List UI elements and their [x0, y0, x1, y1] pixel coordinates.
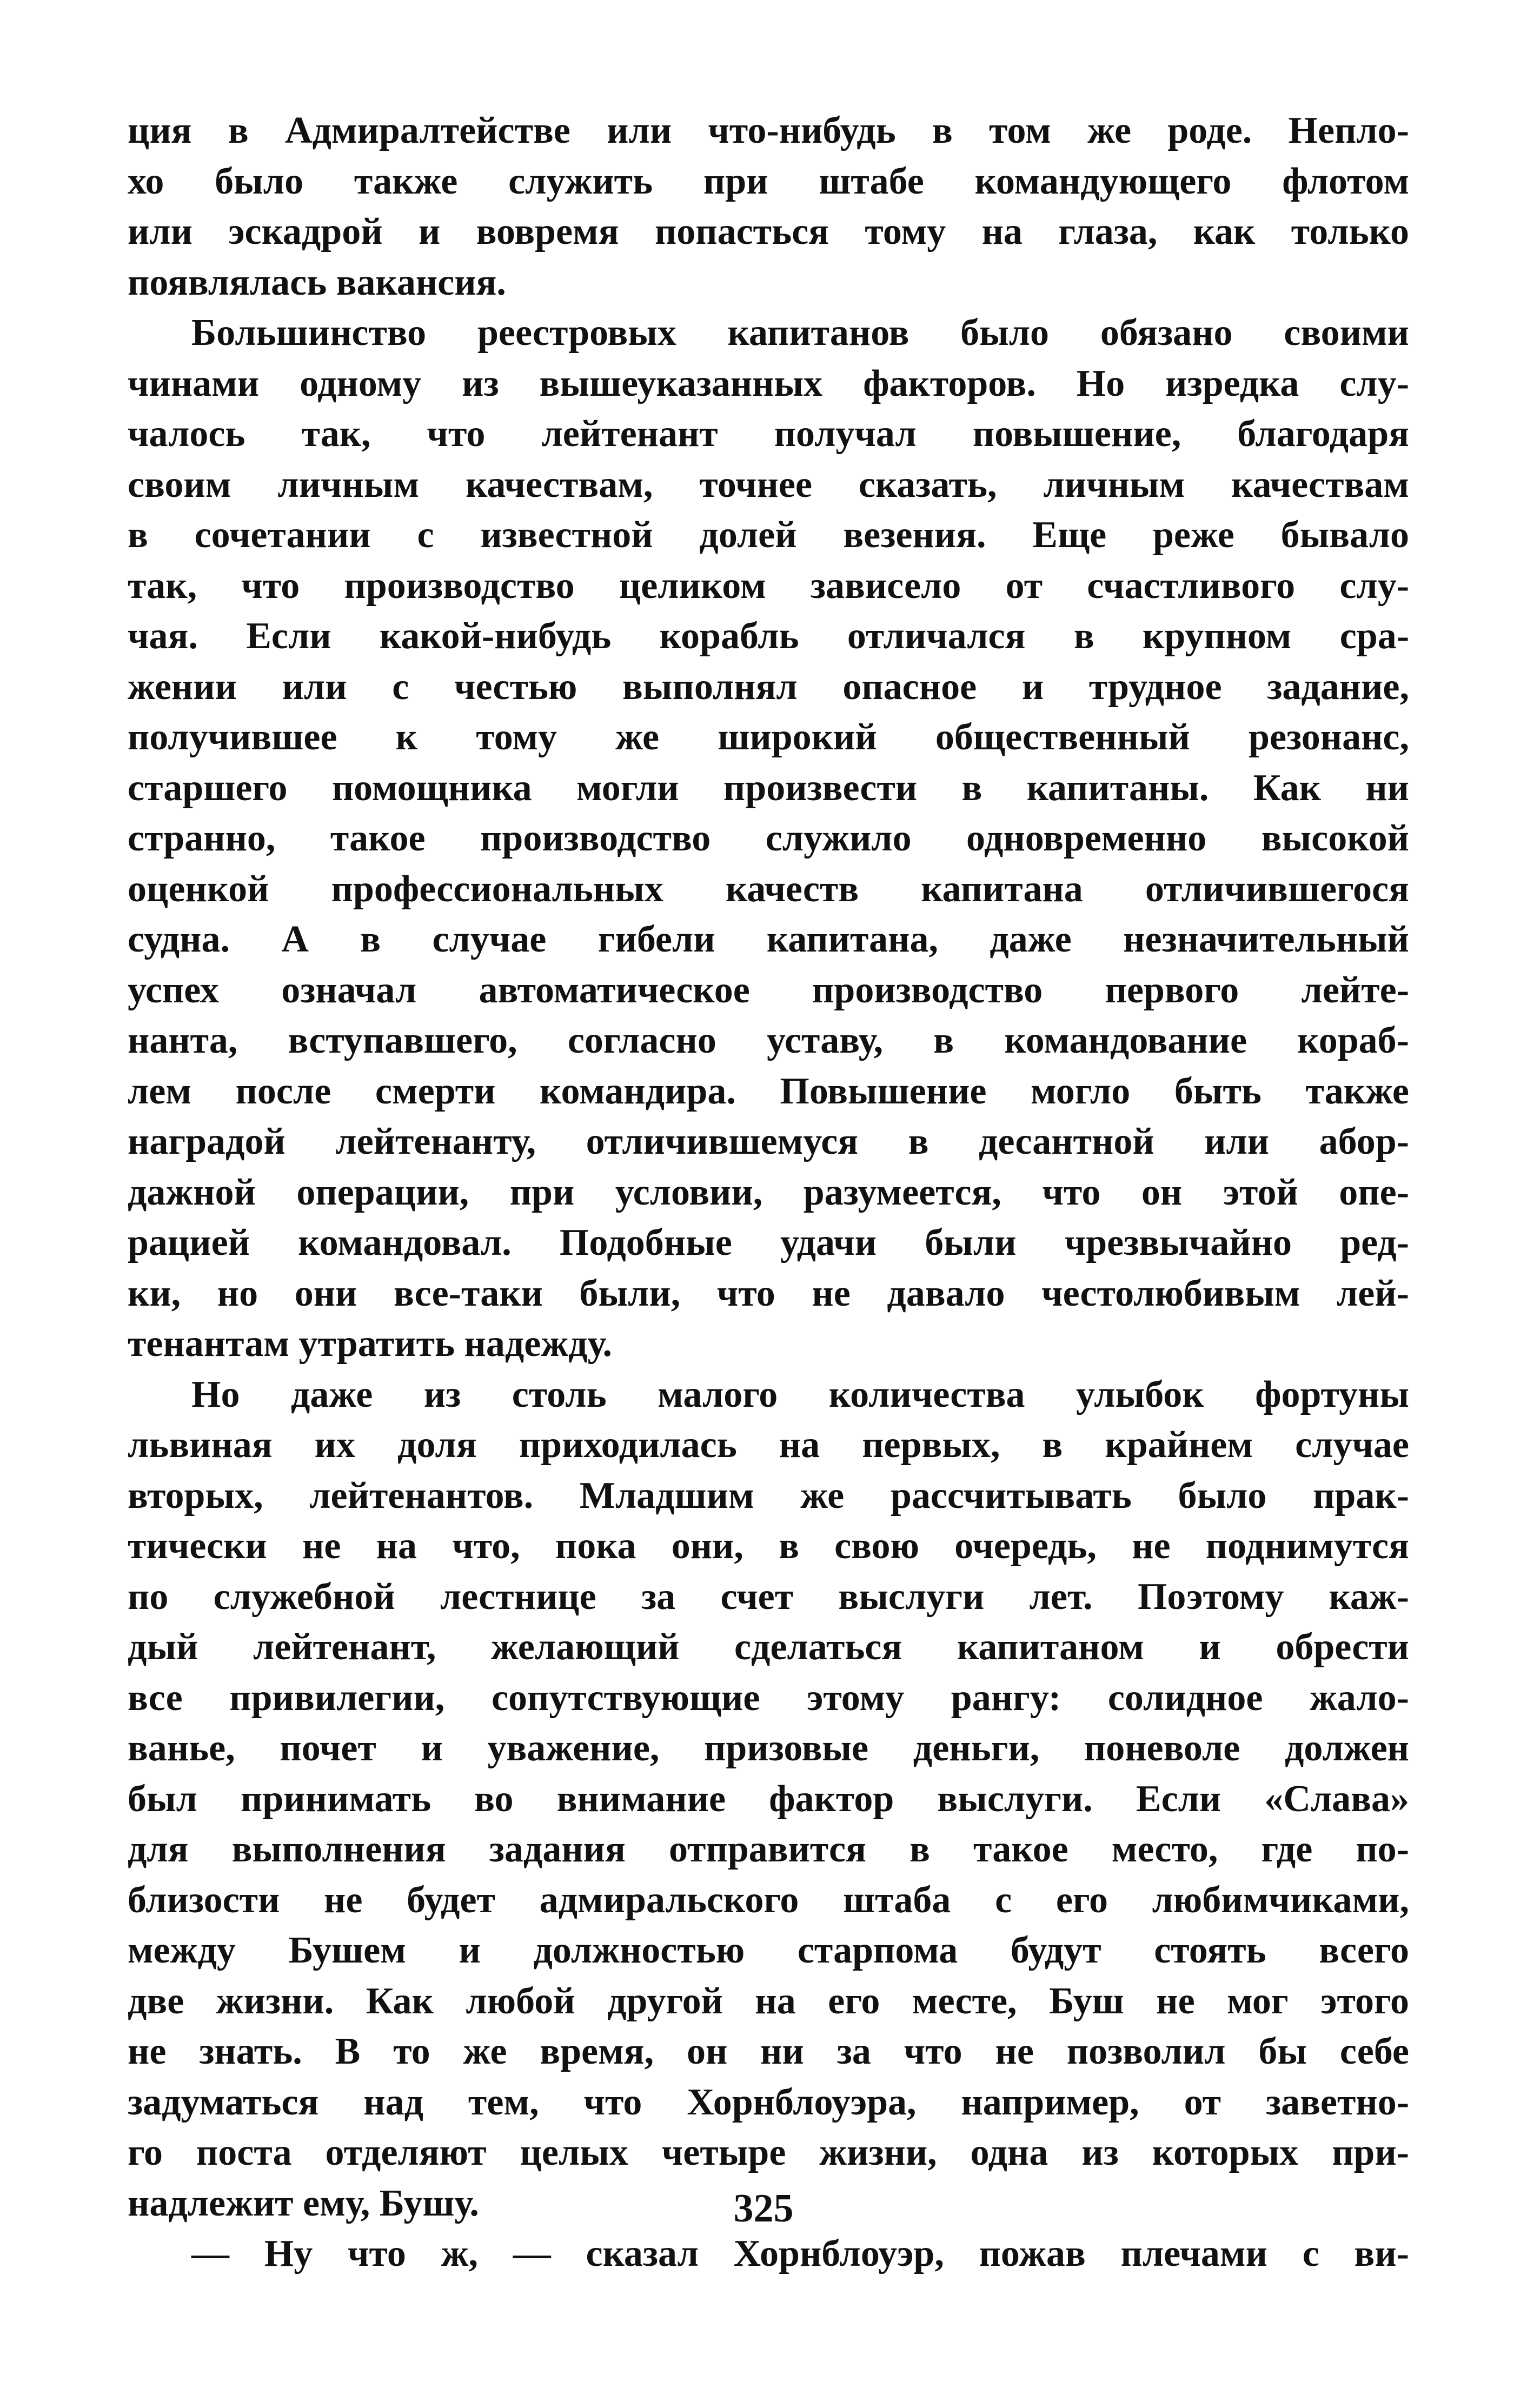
text-line: ки, но они все-таки были, что не давало честолюбивым лей-	[128, 1272, 1409, 1314]
text-line: ция в Адмиралтействе или что-нибудь в том же роде. Непло-	[128, 110, 1409, 151]
text-line: был принимать во внимание фактор выслуги. Если «Слава»	[128, 1778, 1409, 1820]
text-line: получившее к тому же широкий общественный резонанс,	[128, 716, 1409, 758]
text-line: чая. Если какой-нибудь корабль отличался в крупном сра-	[128, 615, 1409, 657]
text-line: вторых, лейтенантов. Младшим же рассчитывать было прак-	[128, 1474, 1409, 1516]
paragraph-start-line: Но даже из столь малого количества улыбок фортуны	[191, 1373, 1409, 1415]
text-line: наградой лейтенанту, отличившемуся в десантной или абор-	[128, 1121, 1409, 1162]
text-line: оценкой профессиональных качеств капитана отличившегося	[128, 868, 1409, 910]
text-line: рацией командовал. Подобные удачи были чрезвычайно ред-	[128, 1222, 1409, 1263]
text-line: лем после смерти командира. Повышение могло быть также	[128, 1070, 1409, 1112]
text-line: дый лейтенант, желающий сделаться капитаном и обрести	[128, 1626, 1409, 1668]
text-line: судна. А в случае гибели капитана, даже незначительный	[128, 919, 1409, 960]
text-line: в сочетании с известной долей везения. Еще реже бывало	[128, 514, 1409, 556]
text-line: нанта, вступавшего, согласно уставу, в командование кораб-	[128, 1020, 1409, 1061]
text-line: между Бушем и должностью старпома будут стоять всего	[128, 1930, 1409, 1971]
body-text	[128, 105, 1409, 2279]
paragraph-start-line: Большинство реестровых капитанов было обязано своими	[191, 312, 1409, 354]
text-line: странно, такое производство служило одновременно высокой	[128, 817, 1409, 859]
text-line: появлялась вакансия.	[128, 261, 506, 303]
text-line: по служебной лестнице за счет выслуги лет. Поэтому каж-	[128, 1575, 1409, 1618]
text-line: старшего помощника могли произвести в капитаны. Как ни	[128, 767, 1409, 809]
text-line: тически не на что, пока они, в свою очередь, не поднимутся	[128, 1525, 1409, 1567]
paragraph-start-line: — Ну что ж, — сказал Хорнблоуэр, пожав плечами с ви-	[191, 2233, 1409, 2274]
text-line: или эскадрой и вовремя попасться тому на глаза, как только	[128, 211, 1409, 252]
text-line: хо было также служить при штабе командующего флотом	[128, 160, 1409, 202]
text-line: успех означал автоматическое производство первого лейте-	[128, 969, 1409, 1011]
text-line: все привилегии, сопутствующие этому рангу: солидное жало-	[128, 1677, 1409, 1719]
page-number: 325	[733, 2186, 794, 2231]
text-line: го поста отделяют целых четыре жизни, одна из которых при-	[128, 2132, 1409, 2173]
text-line: дажной операции, при условии, разумеется, что он этой опе-	[128, 1171, 1409, 1213]
text-line: чинами одному из вышеуказанных факторов. Но изредка слу-	[128, 362, 1409, 404]
text-line: две жизни. Как любой другой на его месте, Буш не мог этого	[128, 1980, 1409, 2022]
text-line: не знать. В то же время, он ни за что не позволил бы себе	[128, 2031, 1409, 2072]
text-line: ванье, почет и уважение, призовые деньги, поневоле должен	[128, 1727, 1409, 1769]
text-line: чалось так, что лейтенант получал повышение, благодаря	[128, 413, 1409, 455]
text-line: задуматься над тем, что Хорнблоуэра, например, от заветно-	[128, 2081, 1409, 2123]
text-line: близости не будет адмиральского штаба с его любимчиками,	[128, 1879, 1409, 1921]
text-line: своим личным качествам, точнее сказать, личным качествам	[128, 463, 1409, 505]
text-line: для выполнения задания отправится в такое место, где по-	[128, 1828, 1409, 1870]
text-line: надлежит ему, Бушу.	[128, 2182, 479, 2224]
text-line: львиная их доля приходилась на первых, в крайнем случае	[128, 1424, 1409, 1466]
text-line: тенантам утратить надежду.	[128, 1323, 612, 1365]
text-line: жении или с честью выполнял опасное и трудное задание,	[128, 666, 1409, 708]
text-line: так, что производство целиком зависело от счастливого слу-	[128, 564, 1409, 607]
